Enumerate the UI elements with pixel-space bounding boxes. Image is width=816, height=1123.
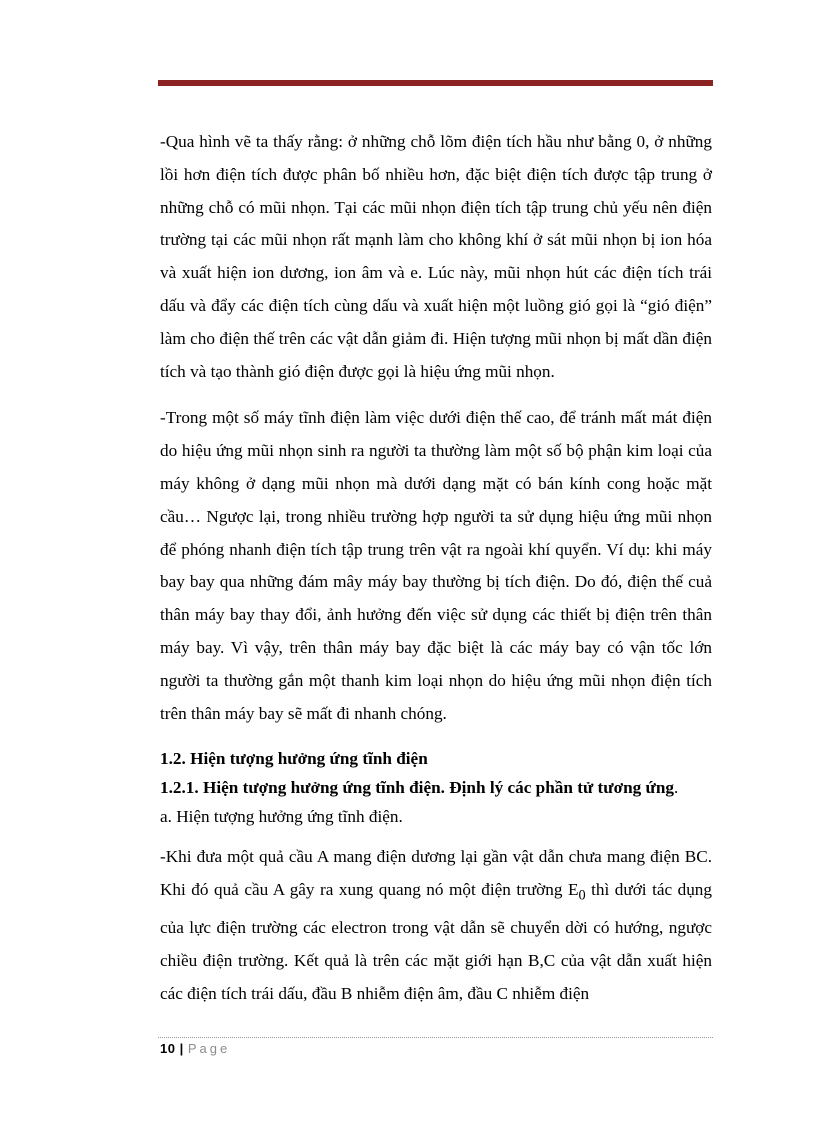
- paragraph-induction: [160, 841, 712, 1010]
- section-heading-1-2-1-text: 1.2.1. Hiện tượng hưởng ứng tĩnh điện. Định lý các phần tử tương ứng: [160, 778, 675, 798]
- footer-separator: |: [179, 1041, 184, 1056]
- footer-rule: [158, 1037, 713, 1038]
- page-label: Page: [187, 1041, 231, 1056]
- subscript-zero: 0: [578, 887, 586, 904]
- page-number: 10: [160, 1041, 176, 1056]
- section-heading-1-2-1: [160, 773, 712, 802]
- paragraph-electrostatic-machines: -Trong một số máy tĩnh điện làm việc dưới điện thế cao, để tránh mất mát điện do hiệu ứng mũi nhọn sinh ra người ta thường làm một số bộ phận kim loại của máy không ở dạng mũi nhọn mà dưới dạng mặt có bán kính cong hoặc mặt cầu… Ngược lại, trong nhiều trường hợp người ta sử dụng hiệu ứng mũi nhọn để phóng nhanh điện tích tập trung trên vật ra ngoài khí quyển. Ví dụ: khi máy bay bay qua những đám mây máy bay thường bị tích điện. Do đó, điện thế cuả thân máy bay thay đổi, ảnh hưởng đến việc sử dụng các thiết bị điện trên thân máy bay. Vì vậy, trên thân máy bay đặc biệt là các máy bay có vận tốc lớn người ta thường gắn một thanh kim loại nhọn do hiệu ứng mũi nhọn điện tích trên thân máy bay sẽ mất đi nhanh chóng.: [160, 408, 712, 723]
- paragraph-induction-part1: -Khi đưa một quả cầu A mang điện dương lại gần vật dẫn chưa mang điện BC. Khi đó quả cầu A gây ra xung quang nó một điện trường E: [160, 847, 712, 900]
- subsection-heading-a: a. Hiện tượng hưởng ứng tĩnh điện.: [160, 807, 403, 827]
- page-footer: [160, 1041, 230, 1056]
- paragraph-induction-part2: thì dưới tác dụng của lực điện trường các electron trong vật dẫn sẽ chuyển dời có hướng, ngược chiều điện trường. Kết quả là trên các mặt giới hạn B,C của vật dẫn xuất hiện các điện tích trái dấu, đầu B nhiễm điện âm, đầu C nhiễm điện: [160, 880, 712, 1003]
- page-body: [160, 126, 712, 1025]
- section-heading-1-2-1-period: .: [674, 778, 679, 798]
- section-heading-1-2: 1.2. Hiện tượng hưởng ứng tĩnh điện: [160, 749, 428, 769]
- header-rule: [158, 80, 713, 86]
- paragraph-sharp-point-effect: -Qua hình vẽ ta thấy rằng: ở những chỗ lõm điện tích hầu như bằng 0, ở những lồi hơn điện tích được phân bố nhiều hơn, đặc biệt điện tích được tập trung ở những chỗ có mũi nhọn. Tại các mũi nhọn điện tích tập trung chủ yếu nên điện trường tại các mũi nhọn rất mạnh làm cho không khí ở sát mũi nhọn bị ion hóa và xuất hiện ion dương, ion âm và e. Lúc này, mũi nhọn hút các điện tích trái dấu và đẩy các điện tích cùng dấu và xuất hiện một luồng gió gọi là “gió điện” làm cho điện thế trên các vật dẫn giảm đi. Hiện tượng mũi nhọn bị mất dần điện tích và tạo thành gió điện được gọi là hiệu ứng mũi nhọn.: [160, 132, 712, 381]
